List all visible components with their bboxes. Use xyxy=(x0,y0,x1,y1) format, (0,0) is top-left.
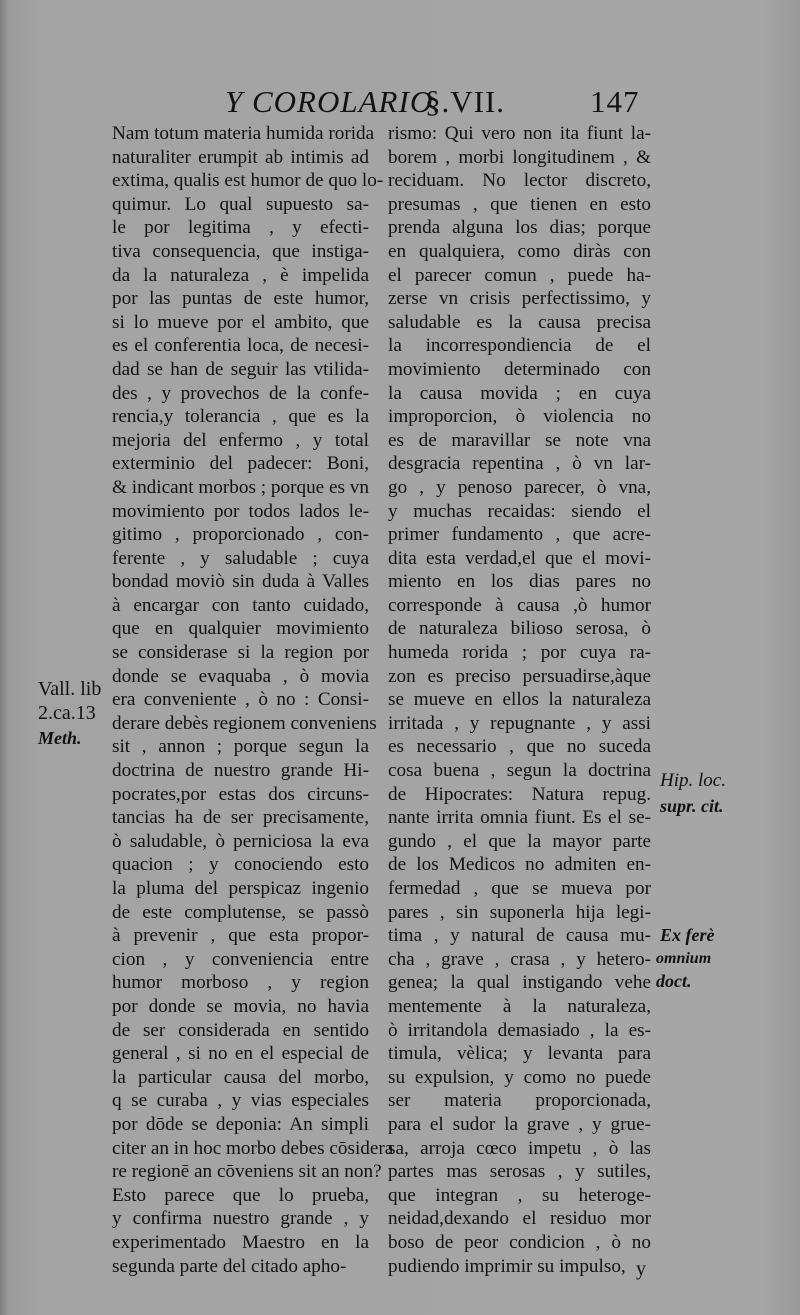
text-line: segunda parte del citado apho- xyxy=(112,1255,347,1277)
text-line: naturaliter erumpit ab intimis ad xyxy=(112,146,369,168)
text-line: cha , grave , crasa , y hetero- xyxy=(388,948,651,970)
text-line: movimiento por todos lados le- xyxy=(112,500,369,522)
text-line: irritada , y repugnante , y assi xyxy=(388,712,651,734)
text-line: fermedad , que se mueva por xyxy=(388,878,651,899)
text-line: doctrina de nuestro grande Hi- xyxy=(112,760,369,782)
text-line: borem , morbi longitudinem , & xyxy=(388,146,651,168)
text-line: primer fundamento , que acre- xyxy=(388,524,651,546)
right-column xyxy=(388,122,651,1278)
text-line: para el sudor la grave , y grue- xyxy=(388,1113,651,1135)
text-line: derare debès regionem conveniens xyxy=(112,712,377,734)
text-line: la pluma del perspicaz ingenio xyxy=(112,878,369,899)
text-line: ò saludable, ò perniciosa la eva xyxy=(112,830,369,852)
text-line: mejoria del enfermo , y total xyxy=(112,429,369,451)
text-line: de naturaleza bilioso serosa, ò xyxy=(388,618,651,640)
header-title: Y COROLARIO. xyxy=(225,84,442,119)
margin-note-vall-3: Meth. xyxy=(38,728,82,748)
text-line: tiva consequencia, que instiga- xyxy=(112,240,369,262)
text-line: humeda rorida ; por cuya ra- xyxy=(388,642,651,664)
text-line: improporcion, ò violencia no xyxy=(388,406,651,428)
margin-note-ex-1: Ex ferè xyxy=(660,925,715,945)
text-line: bondad moviò sin duda à Valles xyxy=(112,571,369,593)
text-line: des , y provechos de la confe- xyxy=(112,382,369,404)
text-line: & indicant morbos ; porque es vn xyxy=(112,476,369,498)
text-line: boso de peor condicion , ò no xyxy=(388,1231,651,1253)
text-line: de Hipocrates: Natura repug. xyxy=(388,783,651,805)
text-line: zon es preciso persuadirse,àque xyxy=(388,665,651,687)
text-line: la particular causa del morbo, xyxy=(112,1066,369,1088)
text-line: gundo , el que la mayor parte xyxy=(388,830,651,852)
left-column xyxy=(112,122,394,1278)
text-line: dad se han de seguir las vtilida- xyxy=(112,358,369,380)
text-line: prenda alguna los dias; porque xyxy=(388,217,651,239)
text-line: Nam totum materia humida rorida xyxy=(112,123,375,144)
text-line: genea; la qual instigando vehe xyxy=(388,972,651,994)
text-line: rencia,y tolerancia , que es la xyxy=(112,406,369,428)
text-line: gitimo , proporcionado , con- xyxy=(112,524,369,546)
text-line: humor morboso , y region xyxy=(112,972,369,994)
text-line: es el conferentia loca, de necesi- xyxy=(112,335,369,357)
text-line: zerse vn crisis perfectissimo, y xyxy=(388,288,651,310)
text-line: la causa movida ; en cuya xyxy=(388,382,651,404)
text-line: à prevenir , que esta propor- xyxy=(112,925,369,947)
text-line: ser materia proporcionada, xyxy=(388,1090,651,1112)
text-line: presumas , que tienen en esto xyxy=(388,193,651,215)
text-line: de ser considerada en sentido xyxy=(112,1019,369,1041)
text-line: reciduam. No lector discreto, xyxy=(388,170,651,192)
text-line: dita esta verdad,el que el movi- xyxy=(388,547,651,569)
text-line: cion , y conveniencia entre xyxy=(112,948,369,970)
text-line: à encargar con tanto cuidado, xyxy=(112,594,369,616)
text-line: era conveniente , ò no : Consi- xyxy=(112,689,369,711)
text-line: ferente , y saludable ; cuya xyxy=(112,547,369,569)
text-line: movimiento determinado con xyxy=(388,358,651,380)
text-line: en qualquiera, como diràs con xyxy=(388,240,651,262)
text-line: y confirma nuestro grande , y xyxy=(112,1208,369,1230)
margin-note-hip-2: supr. cit. xyxy=(660,796,724,816)
text-line: que integran , su heteroge- xyxy=(388,1184,651,1206)
text-line: sit , annon ; porque segun la xyxy=(112,736,369,758)
text-line: experimentado Maestro en la xyxy=(112,1231,369,1253)
text-line: ò irritandola demasiado , la es- xyxy=(388,1019,651,1041)
text-line: por las puntas de este humor, xyxy=(112,288,369,310)
margin-note-ex-2: omnium xyxy=(656,950,712,967)
text-line: rismo: Qui vero non ita fiunt la- xyxy=(388,123,651,144)
text-line: se mueve en ellos la naturaleza xyxy=(388,689,651,711)
text-line: quacion ; y conociendo esto xyxy=(112,854,369,876)
text-line: pares , sin suponerla hija legi- xyxy=(388,901,651,923)
text-line: pocrates,por estas dos circuns- xyxy=(112,783,369,805)
catchword: y xyxy=(636,1258,646,1280)
text-line: neidad,dexando el residuo mor xyxy=(388,1208,651,1230)
text-line: pudiendo imprimir su impulso, xyxy=(388,1255,626,1277)
text-line: mentemente à la naturaleza, xyxy=(388,995,651,1017)
text-line: por donde se movia, no havia xyxy=(112,995,369,1017)
margin-note-vall-1: Vall. lib xyxy=(38,678,102,700)
text-line: quimur. Lo qual supuesto sa- xyxy=(112,193,369,215)
header-section: §.VII. xyxy=(425,84,506,119)
text-line: extima, qualis est humor de quo lo- xyxy=(112,170,384,192)
page-number: 147 xyxy=(590,84,640,119)
text-line: donde se evaquaba , ò movia xyxy=(112,665,369,687)
text-line: exterminio del padecer: Boni, xyxy=(112,453,369,475)
text-line: miento en los dias pares no xyxy=(388,571,651,593)
text-line: es de maravillar se note vna xyxy=(388,429,651,451)
text-line: que en qualquier movimiento xyxy=(112,618,369,640)
text-line: q se curaba , y vias especiales xyxy=(112,1090,369,1112)
text-line: go , y penoso parecer, ò vna, xyxy=(388,476,651,498)
text-line: re regionē an cōveniens sit an non? xyxy=(112,1161,382,1183)
text-line: tancias ha de ser precisamente, xyxy=(112,807,369,829)
text-line: da la naturaleza , è impelida xyxy=(112,264,369,286)
text-line: si lo mueve por el ambito, que xyxy=(112,311,369,333)
text-line: es necessario , que no suceda xyxy=(388,736,651,758)
text-line: sa, arroja cœco impetu , ò las xyxy=(388,1137,651,1159)
text-line: citer an in hoc morbo debes cōsidera xyxy=(112,1137,394,1159)
text-line: de este complutense, se passò xyxy=(112,901,369,923)
text-line: la incorrespondiencia de el xyxy=(388,335,651,357)
text-line: desgracia repentina , ò vn lar- xyxy=(388,453,651,475)
text-line: su expulsion, y como no puede xyxy=(388,1066,651,1088)
text-line: cosa buena , segun la doctrina xyxy=(388,760,651,782)
text-line: tima , y natural de causa mu- xyxy=(388,925,651,947)
text-line: y muchas recaidas: siendo el xyxy=(388,500,651,522)
margin-note-hip-1: Hip. loc. xyxy=(660,770,726,791)
text-line: partes mas serosas , y sutiles, xyxy=(388,1161,651,1183)
text-line: corresponde à causa ,ò humor xyxy=(388,594,651,616)
text-line: por dōde se deponia: An simpli xyxy=(112,1113,369,1135)
text-line: saludable es la causa precisa xyxy=(388,311,651,333)
running-header xyxy=(225,84,645,124)
text-line: general , si no en el especial de xyxy=(112,1043,369,1065)
text-line: nante irrita omnia fiunt. Es el se- xyxy=(388,807,651,829)
text-line: de los Medicos no admiten en- xyxy=(388,854,651,876)
text-line: timula, vèlica; y levanta para xyxy=(388,1043,651,1065)
margin-note-ex-3: doct. xyxy=(656,971,692,991)
text-line: le por legitima , y efecti- xyxy=(112,217,369,239)
margin-note-vall-2: 2.ca.13 xyxy=(38,702,96,724)
text-line: se considerase si la region por xyxy=(112,642,369,664)
text-line: Esto parece que lo prueba, xyxy=(112,1184,369,1206)
text-line: el parecer comun , puede ha- xyxy=(388,264,651,286)
